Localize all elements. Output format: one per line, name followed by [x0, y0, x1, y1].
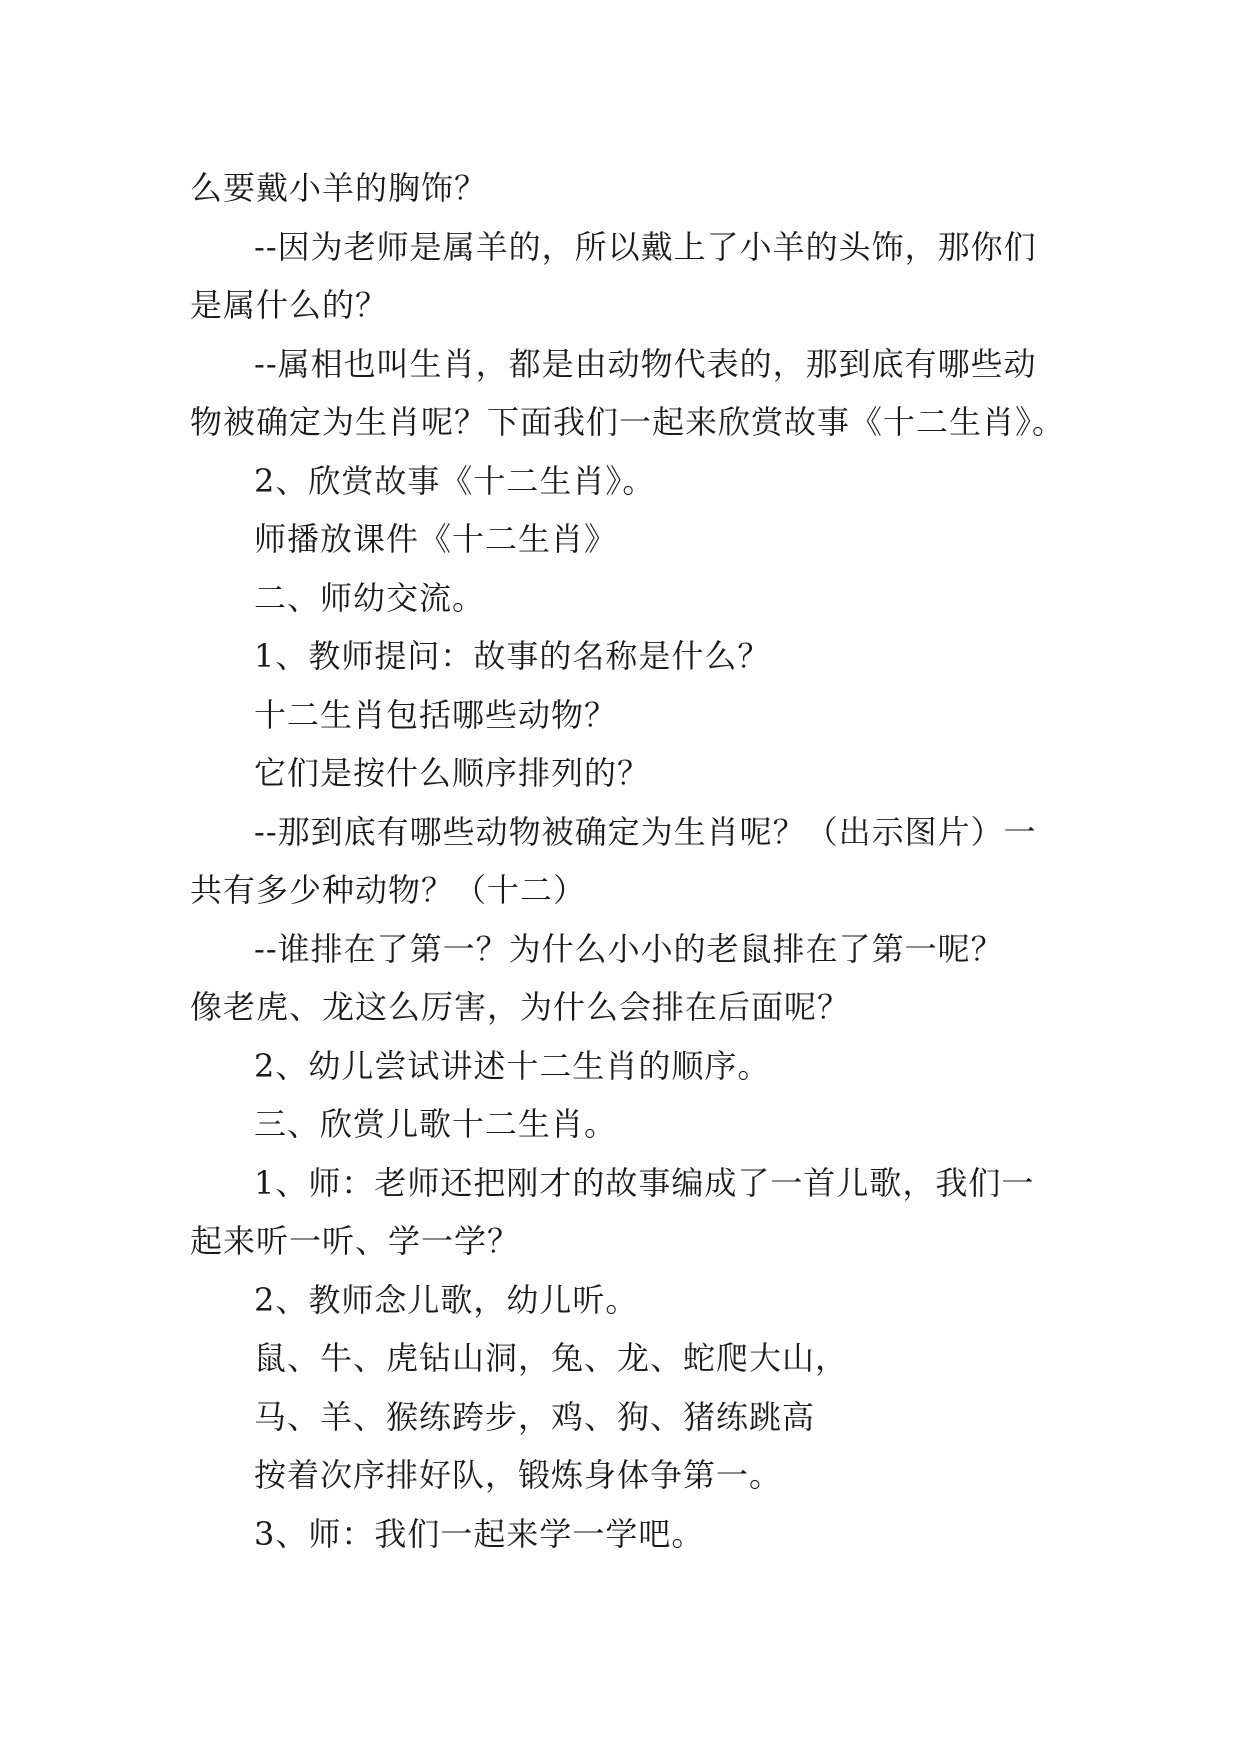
section-heading: 三、欣赏儿歌十二生肖。 [254, 1105, 618, 1143]
text-line: 它们是按什么顺序排列的？ [254, 754, 651, 792]
text-line: 2、欣赏故事《十二生肖》。 [254, 461, 656, 500]
text-line: 起来听一听、学一学？ [190, 1222, 521, 1260]
text-line: 十二生肖包括哪些动物？ [254, 695, 618, 734]
text-line: 共有多少种动物？（十二） [190, 871, 587, 909]
text-line: 么要戴小羊的胸饰？ [190, 169, 488, 207]
poem-line: 按着次序排好队，锻炼身体争第一。 [254, 1456, 783, 1494]
text-line: 1、师：老师还把刚才的故事编成了一首儿歌，我们一 [254, 1163, 1035, 1202]
text-line: 2、教师念儿歌，幼儿听。 [254, 1280, 639, 1319]
text-line: 物被确定为生肖呢？下面我们一起来欣赏故事《十二生肖》。 [190, 403, 1066, 441]
section-heading: 二、师幼交流。 [254, 578, 486, 617]
text-line: --谁排在了第一？为什么小小的老鼠排在了第一呢？ [254, 929, 1004, 968]
text-line: 师播放课件《十二生肖》 [254, 520, 618, 558]
poem-line: 马、羊、猴练跨步，鸡、狗、猪练跳高 [254, 1397, 816, 1436]
text-line: 2、幼儿尝试讲述十二生肖的顺序。 [254, 1046, 771, 1085]
text-line: 3、师：我们一起来学一学吧。 [254, 1514, 705, 1553]
poem-line: 鼠、牛、虎钻山洞，兔、龙、蛇爬大山， [254, 1339, 849, 1377]
text-line: 1、教师提问：故事的名称是什么？ [254, 637, 771, 675]
text-line: --因为老师是属羊的，所以戴上了小羊的头饰，那你们 [254, 227, 1037, 266]
text-line: 是属什么的？ [190, 286, 389, 324]
text-line: --那到底有哪些动物被确定为生肖呢？（出示图片）一 [254, 812, 1037, 851]
document-body [190, 159, 1080, 1563]
text-line: 像老虎、龙这么厉害，为什么会排在后面呢？ [190, 988, 851, 1026]
text-line: --属相也叫生肖，都是由动物代表的，那到底有哪些动 [254, 344, 1037, 383]
